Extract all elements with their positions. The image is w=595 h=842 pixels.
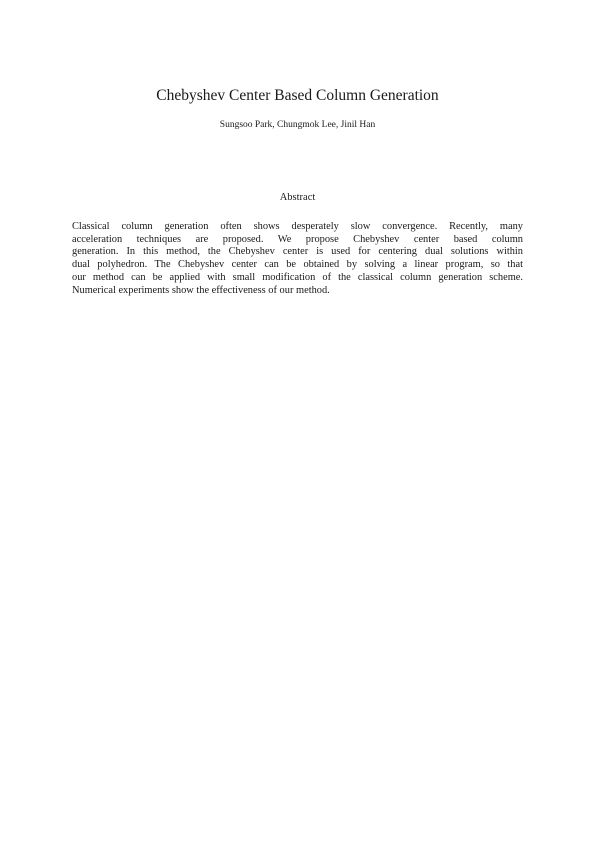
abstract-line: acceleration techniques are proposed. We propose Chebyshev center based column [72,233,523,245]
abstract-line: our method can be applied with small modification of the classical column generation scheme. [72,271,523,283]
abstract-line: dual polyhedron. The Chebyshev center can be obtained by solving a linear program, so that [72,259,523,271]
paper-title: Chebyshev Center Based Column Generation [156,87,439,104]
abstract-line: Classical column generation often shows desperately slow convergence. Recently, many [72,221,523,232]
abstract-line: generation. In this method, the Chebyshev center is used for centering dual solutions within [72,246,523,258]
abstract-heading: Abstract [279,192,316,203]
author-list: Sungsoo Park, Chungmok Lee, Jinil Han [219,120,376,130]
abstract-line: Numerical experiments show the effectiveness of our method. [72,284,330,296]
abstract-body [72,221,523,297]
